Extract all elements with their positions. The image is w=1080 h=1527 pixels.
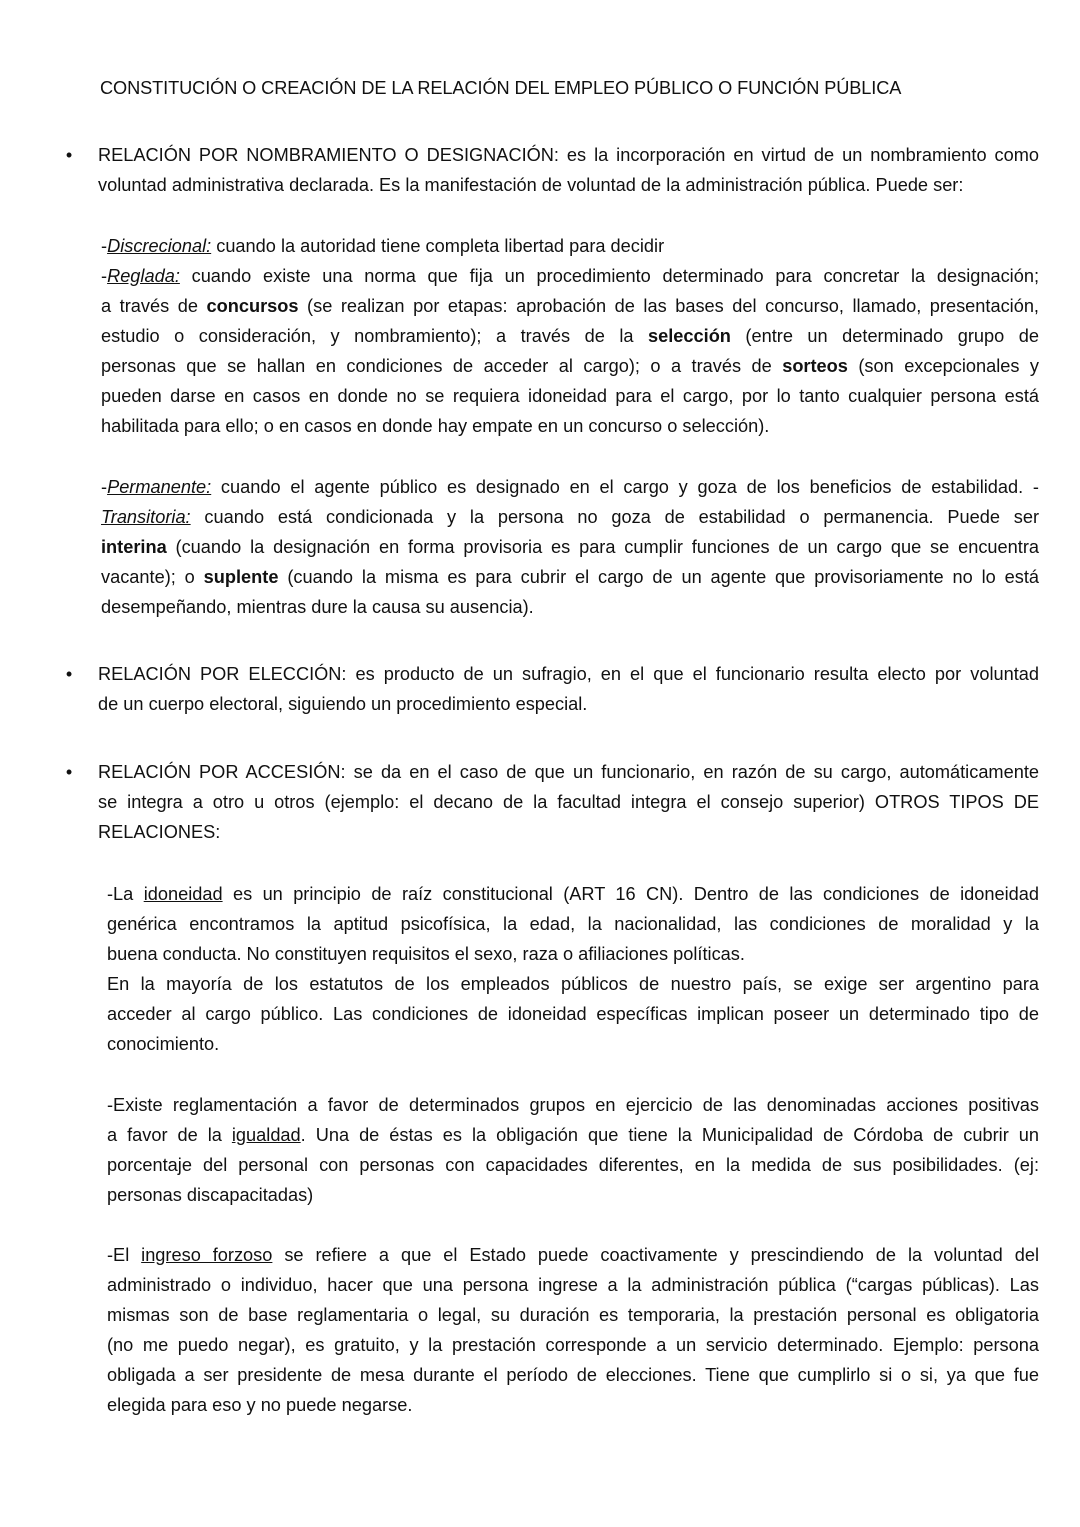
- bullet-icon: •: [65, 762, 73, 782]
- section-nombramiento: [65, 140, 1039, 200]
- paragraph-line: habilitada para ello; o en casos en donde hay empate en un concurso o selección).: [101, 416, 770, 436]
- bullet-icon: •: [65, 664, 73, 684]
- paragraph-line: obligada a ser presidente de mesa durante el período de elecciones. Tiene que cumplirlo si o si, ya que fue: [107, 1365, 1039, 1385]
- paragraph-line: genérica encontramos la aptitud psicofísica, la edad, la nacionalidad, las condiciones de moralidad y la: [107, 914, 1039, 934]
- term-ingreso-forzoso: ingreso forzoso: [141, 1245, 273, 1265]
- paragraph-line: a través de concursos (se realizan por etapas: aprobación de las bases del concurso, llamado, presentación,: [101, 296, 1039, 316]
- paragraph-line: a favor de la igualdad. Una de éstas es la obligación que tiene la Municipalidad de Córdoba de cubrir un: [107, 1125, 1039, 1145]
- term-concursos: concursos: [206, 296, 299, 316]
- paragraph-line: mismas son de base reglamentaria o legal, su duración es temporaria, la prestación personal es obligatoria: [107, 1305, 1039, 1325]
- term-suplente: suplente: [203, 567, 279, 587]
- term-transitoria: Transitoria:: [101, 507, 191, 527]
- paragraph-line: -El ingreso forzoso se refiere a que el Estado puede coactivamente y prescindiendo de la voluntad del: [107, 1245, 1039, 1265]
- section-idoneidad: [107, 879, 1039, 1059]
- term-permanente: Permanente:: [107, 477, 212, 497]
- section-discrecional-reglada: [101, 231, 1039, 441]
- paragraph-line: vacante); o suplente (cuando la misma es para cubrir el cargo de un agente que provisoriamente no lo está: [101, 567, 1039, 587]
- paragraph-line: pueden darse en casos en donde no se requiera idoneidad para el cargo, por lo tanto cualquier persona está: [101, 386, 1039, 406]
- paragraph-line: Transitoria: cuando está condicionada y la persona no goza de estabilidad o permanencia. Puede ser: [101, 507, 1039, 527]
- paragraph-line: RELACIÓN POR ACCESIÓN: se da en el caso de que un funcionario, en razón de su cargo, automáticamente: [98, 762, 1039, 782]
- paragraph-line: En la mayoría de los estatutos de los empleados públicos de nuestro país, se exige ser argentino para: [107, 974, 1039, 994]
- section-ingreso-forzoso: [107, 1240, 1039, 1420]
- paragraph-line: desempeñando, mientras dure la causa su ausencia).: [101, 597, 534, 617]
- term-sorteos: sorteos: [782, 356, 848, 376]
- paragraph-line: administrado o individuo, hacer que una persona ingrese a la administración pública (“cargas públicas). Las: [107, 1275, 1039, 1295]
- term-discrecional: Discrecional:: [107, 236, 212, 256]
- paragraph-line: voluntad administrativa declarada. Es la manifestación de voluntad de la administración pública. Puede ser:: [98, 175, 964, 195]
- paragraph-line: -La idoneidad es un principio de raíz constitucional (ART 16 CN). Dentro de las condiciones de idoneidad: [107, 884, 1039, 904]
- term-interina: interina: [101, 537, 167, 557]
- paragraph-line: RELACIÓN POR NOMBRAMIENTO O DESIGNACIÓN: es la incorporación en virtud de un nombramiento como: [98, 145, 1039, 165]
- paragraph-line: -Discrecional: cuando la autoridad tiene completa libertad para decidir: [101, 236, 665, 256]
- paragraph-line: -Reglada: cuando existe una norma que fija un procedimiento determinado para concretar la designación;: [101, 266, 1039, 286]
- paragraph-line: RELACIONES:: [98, 822, 221, 842]
- term-idoneidad: idoneidad: [143, 884, 223, 904]
- page-title: CONSTITUCIÓN O CREACIÓN DE LA RELACIÓN DEL EMPLEO PÚBLICO O FUNCIÓN PÚBLICA: [100, 78, 902, 98]
- paragraph-line: buena conducta. No constituyen requisitos el sexo, raza o afiliaciones políticas.: [107, 944, 745, 964]
- paragraph-line: (no me puedo negar), es gratuito, y la prestación corresponde a un servicio determinado. Ejemplo: persona: [107, 1335, 1039, 1355]
- section-accesion: [65, 757, 1039, 847]
- paragraph-line: RELACIÓN POR ELECCIÓN: es producto de un sufragio, en el que el funcionario resulta electo por voluntad: [98, 664, 1039, 684]
- paragraph-line: -Existe reglamentación a favor de determinados grupos en ejercicio de las denominadas acciones positivas: [107, 1095, 1039, 1115]
- section-eleccion: [65, 659, 1039, 719]
- term-reglada: Reglada:: [107, 266, 180, 286]
- paragraph-line: conocimiento.: [107, 1034, 220, 1054]
- paragraph-line: acceder al cargo público. Las condiciones de idoneidad específicas implican poseer un determinado tipo de: [107, 1004, 1039, 1024]
- term-seleccion: selección: [648, 326, 731, 346]
- paragraph-line: de un cuerpo electoral, siguiendo un procedimiento especial.: [98, 694, 588, 714]
- paragraph-line: elegida para eso y no puede negarse.: [107, 1395, 413, 1415]
- paragraph-line: porcentaje del personal con personas con capacidades diferentes, en la medida de sus posibilidades. (ej:: [107, 1155, 1039, 1175]
- bullet-icon: •: [65, 145, 73, 165]
- section-igualdad: [107, 1090, 1039, 1210]
- paragraph-line: interina (cuando la designación en forma provisoria es para cumplir funciones de un cargo que se encuentra: [101, 537, 1039, 557]
- paragraph-line: -Permanente: cuando el agente público es designado en el cargo y goza de los beneficios de estabilidad. -: [101, 477, 1039, 497]
- term-igualdad: igualdad: [231, 1125, 301, 1145]
- paragraph-line: estudio o consideración, y nombramiento); a través de la selección (entre un determinado grupo de: [101, 326, 1040, 346]
- paragraph-line: se integra a otro u otros (ejemplo: el decano de la facultad integra el consejo superior) OTROS TIPOS DE: [98, 792, 1039, 812]
- paragraph-line: personas que se hallan en condiciones de acceder al cargo); o a través de sorteos (son excepcionales y: [101, 356, 1039, 376]
- paragraph-line: personas discapacitadas): [107, 1185, 314, 1205]
- section-permanente-transitoria: [101, 472, 1039, 622]
